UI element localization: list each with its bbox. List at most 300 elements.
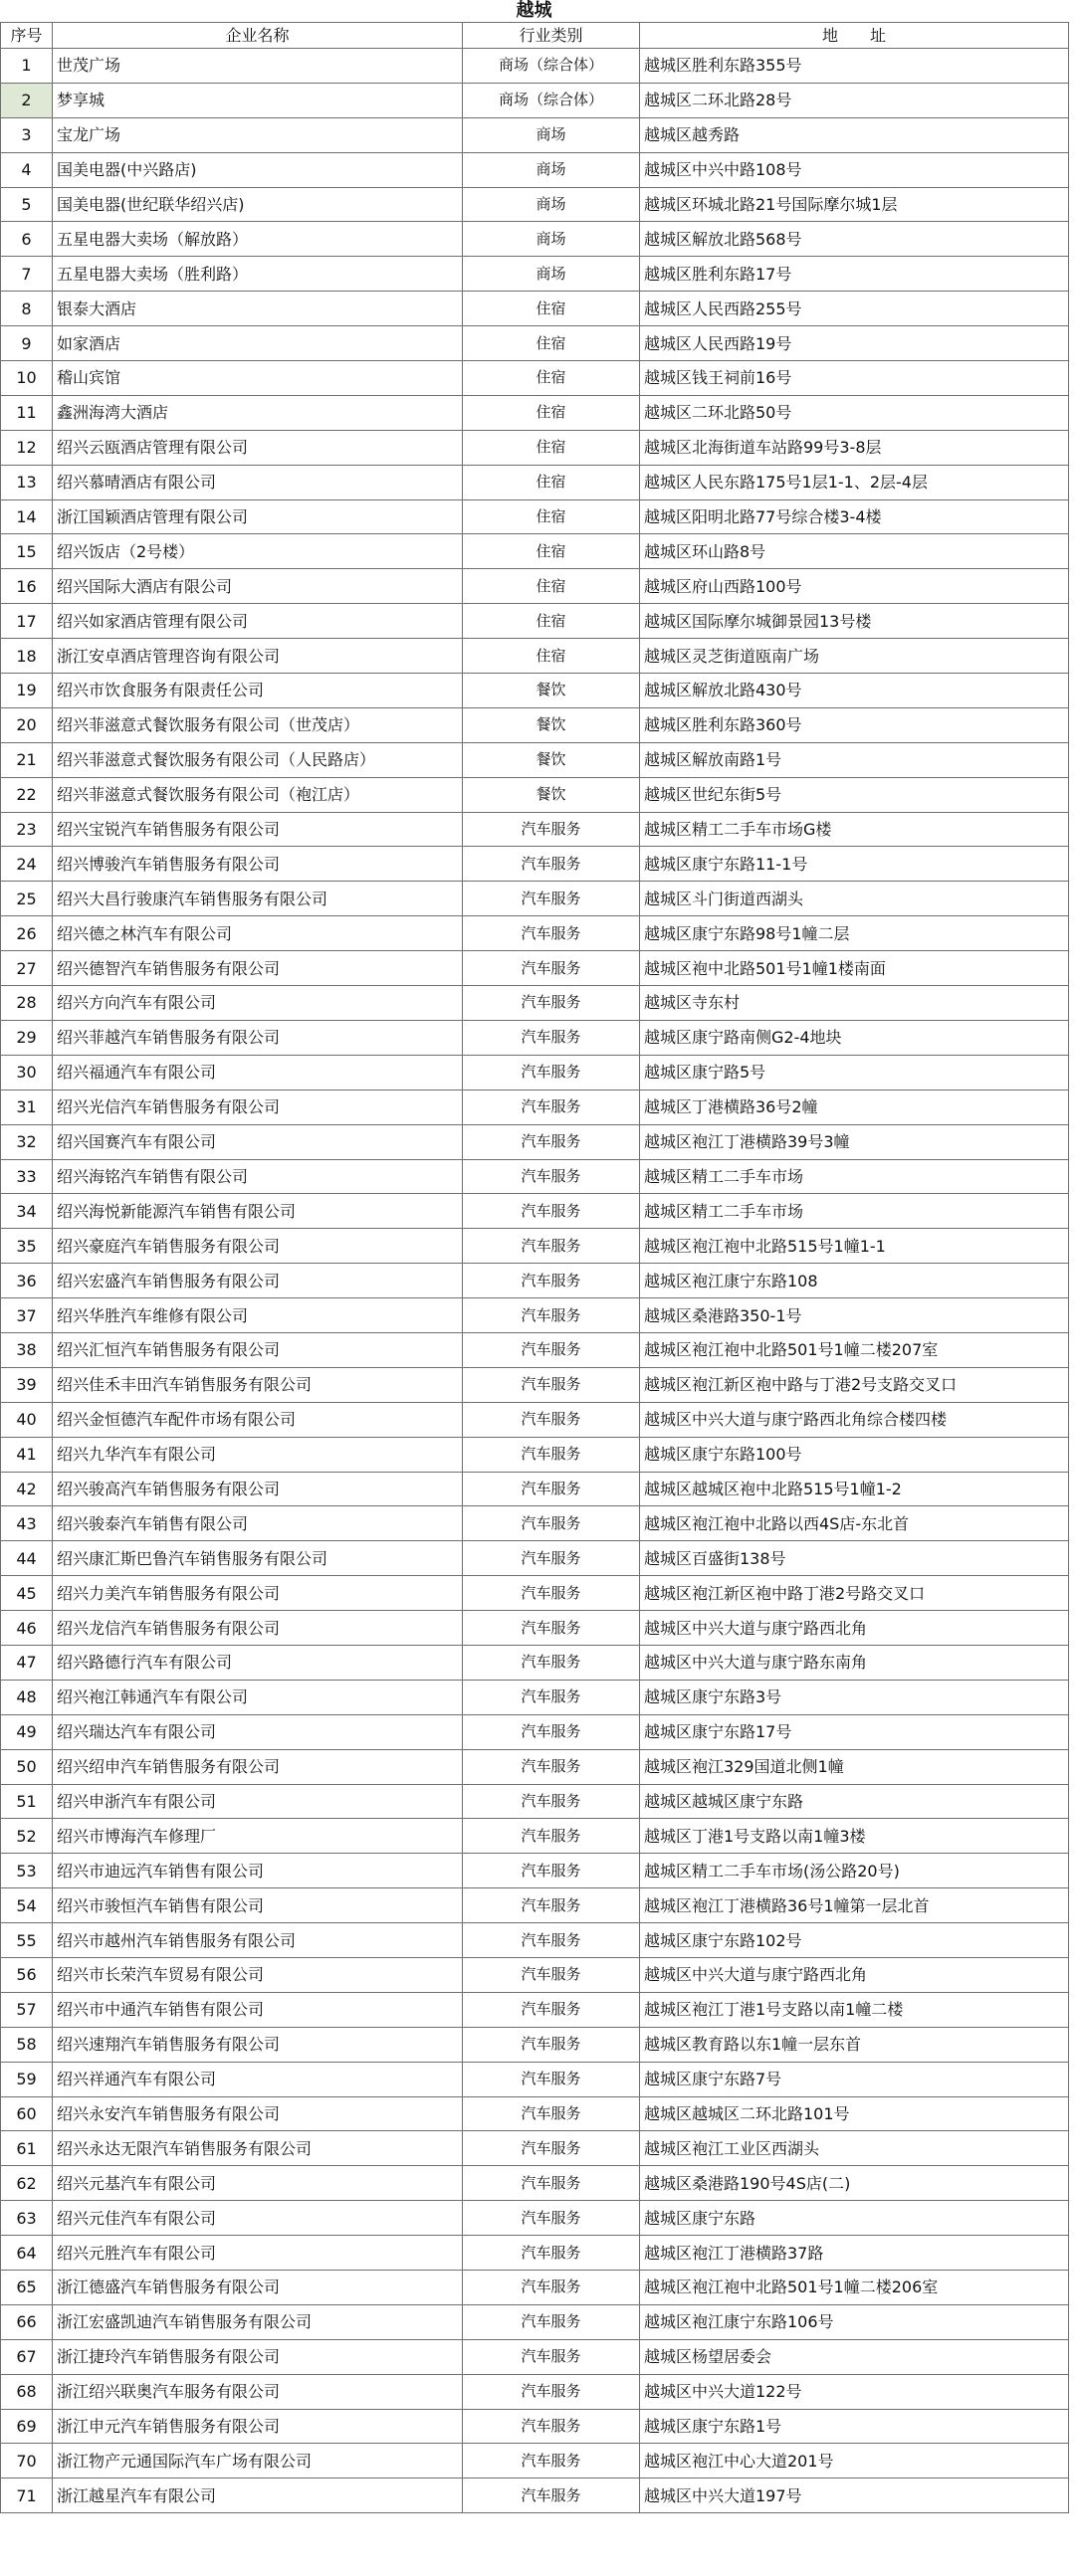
address: 越城区百盛街138号 [640, 1541, 1069, 1576]
address: 越城区袍江新区袍中路丁港2号路交叉口 [640, 1576, 1069, 1611]
row-number: 16 [1, 569, 53, 604]
industry-category: 汽车服务 [463, 1402, 640, 1437]
table-row [1, 1714, 1069, 1749]
industry-category: 汽车服务 [463, 1437, 640, 1472]
address: 越城区袍江丁港横路39号3幢 [640, 1124, 1069, 1159]
row-number: 71 [1, 2478, 53, 2513]
table-row [1, 916, 1069, 951]
header-name: 企业名称 [53, 23, 463, 49]
company-name: 浙江德盛汽车销售服务有限公司 [53, 2271, 463, 2305]
company-name: 绍兴金恒德汽车配件市场有限公司 [53, 1402, 463, 1437]
company-name: 绍兴速翔汽车销售服务有限公司 [53, 2027, 463, 2062]
address: 越城区北海街道车站路99号3-8层 [640, 430, 1069, 465]
address: 越城区康宁东路17号 [640, 1714, 1069, 1749]
table-row [1, 2304, 1069, 2339]
table-body [1, 49, 1069, 2513]
industry-category: 汽车服务 [463, 1888, 640, 1923]
row-number: 58 [1, 2027, 53, 2062]
table-row [1, 1680, 1069, 1714]
row-number: 29 [1, 1020, 53, 1055]
row-number: 7 [1, 257, 53, 292]
company-name: 绍兴袍江韩通汽车有限公司 [53, 1680, 463, 1714]
address: 越城区袍江丁港横路37路 [640, 2236, 1069, 2271]
address: 越城区康宁东路1号 [640, 2409, 1069, 2444]
row-number: 33 [1, 1159, 53, 1194]
header-row [1, 23, 1069, 49]
table-row [1, 2236, 1069, 2271]
row-number: 9 [1, 326, 53, 361]
row-number: 64 [1, 2236, 53, 2271]
company-name: 绍兴市饮食服务有限责任公司 [53, 674, 463, 708]
industry-category: 汽车服务 [463, 2478, 640, 2513]
company-name: 国美电器(中兴路店) [53, 152, 463, 187]
industry-category: 汽车服务 [463, 1992, 640, 2027]
company-name: 绍兴市越州汽车销售服务有限公司 [53, 1923, 463, 1958]
row-number: 13 [1, 465, 53, 499]
industry-category: 汽车服务 [463, 1124, 640, 1159]
industry-category: 汽车服务 [463, 2096, 640, 2131]
row-number: 15 [1, 534, 53, 569]
table-row [1, 430, 1069, 465]
table-row [1, 152, 1069, 187]
company-name: 浙江宏盛凯迪汽车销售服务有限公司 [53, 2304, 463, 2339]
row-number: 70 [1, 2444, 53, 2478]
company-name: 绍兴华胜汽车维修有限公司 [53, 1298, 463, 1333]
industry-category: 汽车服务 [463, 1332, 640, 1367]
enterprise-table [0, 22, 1069, 2513]
industry-category: 住宿 [463, 639, 640, 674]
row-number: 39 [1, 1367, 53, 1402]
table-row [1, 465, 1069, 499]
address: 越城区越城区二环北路101号 [640, 2096, 1069, 2131]
company-name: 绍兴如家酒店管理有限公司 [53, 604, 463, 639]
address: 越城区杨望居委会 [640, 2339, 1069, 2374]
company-name: 梦享城 [53, 83, 463, 117]
row-number: 52 [1, 1819, 53, 1854]
industry-category: 汽车服务 [463, 2236, 640, 2271]
address: 越城区袍江康宁东路106号 [640, 2304, 1069, 2339]
address: 越城区康宁东路7号 [640, 2062, 1069, 2096]
industry-category: 餐饮 [463, 674, 640, 708]
company-name: 绍兴永安汽车销售服务有限公司 [53, 2096, 463, 2131]
table-row [1, 1749, 1069, 1784]
address: 越城区中兴大道197号 [640, 2478, 1069, 2513]
row-number: 4 [1, 152, 53, 187]
company-name: 绍兴福通汽车有限公司 [53, 1055, 463, 1090]
row-number: 53 [1, 1854, 53, 1888]
row-number: 51 [1, 1784, 53, 1819]
industry-category: 商场 [463, 117, 640, 152]
company-name: 浙江安卓酒店管理咨询有限公司 [53, 639, 463, 674]
industry-category: 汽车服务 [463, 2339, 640, 2374]
company-name: 绍兴菲滋意式餐饮服务有限公司（袍江店） [53, 777, 463, 812]
row-number: 69 [1, 2409, 53, 2444]
company-name: 绍兴绍申汽车销售服务有限公司 [53, 1749, 463, 1784]
header-no: 序号 [1, 23, 53, 49]
table-row [1, 222, 1069, 257]
row-number: 14 [1, 499, 53, 534]
table-row [1, 1124, 1069, 1159]
company-name: 稽山宾馆 [53, 361, 463, 396]
row-number: 50 [1, 1749, 53, 1784]
company-name: 绍兴路德行汽车有限公司 [53, 1645, 463, 1680]
company-name: 绍兴骏泰汽车销售有限公司 [53, 1506, 463, 1541]
row-number: 12 [1, 430, 53, 465]
industry-category: 汽车服务 [463, 916, 640, 951]
table-row [1, 882, 1069, 916]
company-name: 绍兴龙信汽车销售服务有限公司 [53, 1611, 463, 1646]
company-name: 银泰大酒店 [53, 292, 463, 326]
address: 越城区解放北路568号 [640, 222, 1069, 257]
table-row [1, 1332, 1069, 1367]
table-row [1, 1402, 1069, 1437]
row-number: 10 [1, 361, 53, 396]
row-number: 67 [1, 2339, 53, 2374]
address: 越城区袍江新区袍中路与丁港2号支路交叉口 [640, 1367, 1069, 1402]
industry-category: 汽车服务 [463, 1957, 640, 1992]
company-name: 世茂广场 [53, 49, 463, 84]
company-name: 绍兴九华汽车有限公司 [53, 1437, 463, 1472]
table-row [1, 1472, 1069, 1506]
company-name: 绍兴宏盛汽车销售服务有限公司 [53, 1264, 463, 1298]
company-name: 绍兴瑞达汽车有限公司 [53, 1714, 463, 1749]
address: 越城区袍江袍中北路515号1幢1-1 [640, 1229, 1069, 1264]
company-name: 绍兴市中通汽车销售有限公司 [53, 1992, 463, 2027]
row-number: 38 [1, 1332, 53, 1367]
industry-category: 汽车服务 [463, 1749, 640, 1784]
address: 越城区府山西路100号 [640, 569, 1069, 604]
row-number: 17 [1, 604, 53, 639]
industry-category: 汽车服务 [463, 2166, 640, 2201]
row-number: 34 [1, 1194, 53, 1229]
row-number: 3 [1, 117, 53, 152]
row-number: 22 [1, 777, 53, 812]
table-row [1, 2339, 1069, 2374]
company-name: 绍兴德智汽车销售服务有限公司 [53, 951, 463, 986]
company-name: 绍兴饭店（2号楼） [53, 534, 463, 569]
company-name: 绍兴元胜汽车有限公司 [53, 2236, 463, 2271]
address: 越城区康宁东路102号 [640, 1923, 1069, 1958]
address: 越城区康宁东路98号1幢二层 [640, 916, 1069, 951]
table-row [1, 1229, 1069, 1264]
company-name: 绍兴力美汽车销售服务有限公司 [53, 1576, 463, 1611]
company-name: 浙江国颖酒店管理有限公司 [53, 499, 463, 534]
table-row [1, 951, 1069, 986]
company-name: 五星电器大卖场（解放路） [53, 222, 463, 257]
row-number: 26 [1, 916, 53, 951]
industry-category: 汽车服务 [463, 1819, 640, 1854]
address: 越城区康宁东路3号 [640, 1680, 1069, 1714]
company-name: 浙江申元汽车销售服务有限公司 [53, 2409, 463, 2444]
company-name: 鑫洲海湾大酒店 [53, 395, 463, 430]
row-number: 40 [1, 1402, 53, 1437]
row-number: 66 [1, 2304, 53, 2339]
industry-category: 住宿 [463, 569, 640, 604]
table-row [1, 1437, 1069, 1472]
table-row [1, 847, 1069, 882]
table-row [1, 2096, 1069, 2131]
industry-category: 汽车服务 [463, 1020, 640, 1055]
table-row [1, 1888, 1069, 1923]
header-address: 地 址 [640, 23, 1069, 49]
industry-category: 汽车服务 [463, 1611, 640, 1646]
address: 越城区精工二手车市场(汤公路20号) [640, 1854, 1069, 1888]
industry-category: 汽车服务 [463, 2409, 640, 2444]
company-name: 绍兴豪庭汽车销售服务有限公司 [53, 1229, 463, 1264]
address: 越城区中兴大道与康宁路西北角 [640, 1957, 1069, 1992]
row-number: 11 [1, 395, 53, 430]
industry-category: 汽车服务 [463, 2201, 640, 2236]
company-name: 绍兴元佳汽车有限公司 [53, 2201, 463, 2236]
table-row [1, 742, 1069, 777]
row-number: 45 [1, 1576, 53, 1611]
address: 越城区人民西路255号 [640, 292, 1069, 326]
industry-category: 汽车服务 [463, 1229, 640, 1264]
industry-category: 汽车服务 [463, 1159, 640, 1194]
industry-category: 餐饮 [463, 707, 640, 742]
industry-category: 汽车服务 [463, 986, 640, 1021]
address: 越城区袍江工业区西湖头 [640, 2131, 1069, 2166]
industry-category: 汽车服务 [463, 1506, 640, 1541]
row-number: 61 [1, 2131, 53, 2166]
table-row [1, 326, 1069, 361]
address: 越城区斗门街道西湖头 [640, 882, 1069, 916]
company-name: 绍兴菲滋意式餐饮服务有限公司（世茂店） [53, 707, 463, 742]
company-name: 绍兴博骏汽车销售服务有限公司 [53, 847, 463, 882]
company-name: 绍兴云瓯酒店管理有限公司 [53, 430, 463, 465]
company-name: 浙江物产元通国际汽车广场有限公司 [53, 2444, 463, 2478]
company-name: 绍兴市长荣汽车贸易有限公司 [53, 1957, 463, 1992]
industry-category: 汽车服务 [463, 951, 640, 986]
table-row [1, 499, 1069, 534]
address: 越城区袍江中心大道201号 [640, 2444, 1069, 2478]
table-row [1, 1923, 1069, 1958]
header-category: 行业类别 [463, 23, 640, 49]
address: 越城区袍江袍中北路501号1幢二楼207室 [640, 1332, 1069, 1367]
table-row [1, 1957, 1069, 1992]
company-name: 绍兴汇恒汽车销售服务有限公司 [53, 1332, 463, 1367]
address: 越城区灵芝街道瓯南广场 [640, 639, 1069, 674]
industry-category: 汽车服务 [463, 1264, 640, 1298]
company-name: 浙江越星汽车有限公司 [53, 2478, 463, 2513]
table-row [1, 674, 1069, 708]
address: 越城区袍江袍中北路501号1幢二楼206室 [640, 2271, 1069, 2305]
table-row [1, 604, 1069, 639]
table-row [1, 1576, 1069, 1611]
table-row [1, 2271, 1069, 2305]
row-number: 24 [1, 847, 53, 882]
table-row [1, 1090, 1069, 1124]
table-row [1, 1784, 1069, 1819]
address: 越城区寺东村 [640, 986, 1069, 1021]
row-number: 35 [1, 1229, 53, 1264]
row-number: 46 [1, 1611, 53, 1646]
industry-category: 汽车服务 [463, 1194, 640, 1229]
row-number: 60 [1, 2096, 53, 2131]
table-row [1, 395, 1069, 430]
industry-category: 住宿 [463, 361, 640, 396]
company-name: 绍兴菲越汽车销售服务有限公司 [53, 1020, 463, 1055]
row-number: 5 [1, 187, 53, 222]
address: 越城区越城区康宁东路 [640, 1784, 1069, 1819]
company-name: 绍兴菲滋意式餐饮服务有限公司（人民路店） [53, 742, 463, 777]
address: 越城区人民东路175号1层1-1、2层-4层 [640, 465, 1069, 499]
company-name: 绍兴德之林汽车有限公司 [53, 916, 463, 951]
industry-category: 住宿 [463, 430, 640, 465]
company-name: 浙江绍兴联奥汽车服务有限公司 [53, 2374, 463, 2409]
table-row [1, 83, 1069, 117]
industry-category: 汽车服务 [463, 2062, 640, 2096]
table-row [1, 1645, 1069, 1680]
table-row [1, 1264, 1069, 1298]
company-name: 绍兴康汇斯巴鲁汽车销售服务有限公司 [53, 1541, 463, 1576]
industry-category: 汽车服务 [463, 2444, 640, 2478]
company-name: 绍兴祥通汽车有限公司 [53, 2062, 463, 2096]
sheet-title: 越城 [516, 0, 552, 21]
row-number: 32 [1, 1124, 53, 1159]
table-row [1, 777, 1069, 812]
industry-category: 汽车服务 [463, 1576, 640, 1611]
row-number: 30 [1, 1055, 53, 1090]
row-number: 2 [1, 83, 53, 117]
address: 越城区丁港横路36号2幢 [640, 1090, 1069, 1124]
row-number: 62 [1, 2166, 53, 2201]
address: 越城区解放南路1号 [640, 742, 1069, 777]
table-row [1, 361, 1069, 396]
row-number: 68 [1, 2374, 53, 2409]
address: 越城区解放北路430号 [640, 674, 1069, 708]
company-name: 五星电器大卖场（胜利路） [53, 257, 463, 292]
row-number: 20 [1, 707, 53, 742]
industry-category: 汽车服务 [463, 2271, 640, 2305]
table-row [1, 2374, 1069, 2409]
address: 越城区中兴大道122号 [640, 2374, 1069, 2409]
industry-category: 汽车服务 [463, 1854, 640, 1888]
table-row [1, 2444, 1069, 2478]
row-number: 57 [1, 1992, 53, 2027]
industry-category: 汽车服务 [463, 1055, 640, 1090]
industry-category: 商场 [463, 222, 640, 257]
industry-category: 汽车服务 [463, 1472, 640, 1506]
address: 越城区袍江丁港1号支路以南1幢二楼 [640, 1992, 1069, 2027]
table-row [1, 1020, 1069, 1055]
address: 越城区国际摩尔城御景园13号楼 [640, 604, 1069, 639]
row-number: 42 [1, 1472, 53, 1506]
table-row [1, 569, 1069, 604]
company-name: 如家酒店 [53, 326, 463, 361]
industry-category: 汽车服务 [463, 1784, 640, 1819]
industry-category: 汽车服务 [463, 812, 640, 847]
address: 越城区中兴大道与康宁路西北角 [640, 1611, 1069, 1646]
industry-category: 餐饮 [463, 777, 640, 812]
industry-category: 住宿 [463, 326, 640, 361]
company-name: 绍兴申浙汽车有限公司 [53, 1784, 463, 1819]
company-name: 绍兴市骏恒汽车销售有限公司 [53, 1888, 463, 1923]
row-number: 41 [1, 1437, 53, 1472]
row-number: 65 [1, 2271, 53, 2305]
table-row [1, 1854, 1069, 1888]
table-row [1, 49, 1069, 84]
industry-category: 餐饮 [463, 742, 640, 777]
company-name: 绍兴佳禾丰田汽车销售服务有限公司 [53, 1367, 463, 1402]
company-name: 绍兴宝锐汽车销售服务有限公司 [53, 812, 463, 847]
row-number: 1 [1, 49, 53, 84]
industry-category: 汽车服务 [463, 1923, 640, 1958]
industry-category: 汽车服务 [463, 2304, 640, 2339]
table-row [1, 2166, 1069, 2201]
address: 越城区中兴大道与康宁路西北角综合楼四楼 [640, 1402, 1069, 1437]
table-row [1, 1298, 1069, 1333]
address: 越城区康宁路5号 [640, 1055, 1069, 1090]
industry-category: 汽车服务 [463, 2374, 640, 2409]
address: 越城区胜利东路355号 [640, 49, 1069, 84]
address: 越城区越秀路 [640, 117, 1069, 152]
table-row [1, 1194, 1069, 1229]
row-number: 37 [1, 1298, 53, 1333]
table-row [1, 1055, 1069, 1090]
industry-category: 住宿 [463, 534, 640, 569]
address: 越城区康宁东路 [640, 2201, 1069, 2236]
table-row [1, 1367, 1069, 1402]
address: 越城区中兴中路108号 [640, 152, 1069, 187]
row-number: 21 [1, 742, 53, 777]
industry-category: 住宿 [463, 292, 640, 326]
address: 越城区袍江丁港横路36号1幢第一层北首 [640, 1888, 1069, 1923]
address: 越城区桑港路190号4S店(二) [640, 2166, 1069, 2201]
row-number: 63 [1, 2201, 53, 2236]
address: 越城区袍中北路501号1幢1楼南面 [640, 951, 1069, 986]
address: 越城区袍江袍中北路以西4S店-东北首 [640, 1506, 1069, 1541]
address: 越城区环城北路21号国际摩尔城1层 [640, 187, 1069, 222]
industry-category: 住宿 [463, 499, 640, 534]
company-name: 绍兴市博海汽车修理厂 [53, 1819, 463, 1854]
row-number: 43 [1, 1506, 53, 1541]
company-name: 绍兴海铭汽车销售有限公司 [53, 1159, 463, 1194]
industry-category: 汽车服务 [463, 2131, 640, 2166]
industry-category: 住宿 [463, 465, 640, 499]
address: 越城区精工二手车市场 [640, 1159, 1069, 1194]
industry-category: 汽车服务 [463, 1298, 640, 1333]
company-name: 绍兴骏高汽车销售服务有限公司 [53, 1472, 463, 1506]
table-row [1, 257, 1069, 292]
table-row [1, 2027, 1069, 2062]
address: 越城区环山路8号 [640, 534, 1069, 569]
row-number: 6 [1, 222, 53, 257]
industry-category: 汽车服务 [463, 2027, 640, 2062]
industry-category: 住宿 [463, 395, 640, 430]
table-row [1, 1506, 1069, 1541]
industry-category: 汽车服务 [463, 1714, 640, 1749]
address: 越城区康宁东路11-1号 [640, 847, 1069, 882]
address: 越城区康宁路南侧G2-4地块 [640, 1020, 1069, 1055]
address: 越城区丁港1号支路以南1幢3楼 [640, 1819, 1069, 1854]
address: 越城区康宁东路100号 [640, 1437, 1069, 1472]
address: 越城区钱王祠前16号 [640, 361, 1069, 396]
row-number: 28 [1, 986, 53, 1021]
row-number: 8 [1, 292, 53, 326]
industry-category: 汽车服务 [463, 1367, 640, 1402]
row-number: 49 [1, 1714, 53, 1749]
row-number: 19 [1, 674, 53, 708]
company-name: 浙江捷玲汽车销售服务有限公司 [53, 2339, 463, 2374]
row-number: 44 [1, 1541, 53, 1576]
industry-category: 商场 [463, 257, 640, 292]
company-name: 绍兴光信汽车销售服务有限公司 [53, 1090, 463, 1124]
address: 越城区二环北路28号 [640, 83, 1069, 117]
row-number: 31 [1, 1090, 53, 1124]
table-row [1, 292, 1069, 326]
industry-category: 汽车服务 [463, 1645, 640, 1680]
